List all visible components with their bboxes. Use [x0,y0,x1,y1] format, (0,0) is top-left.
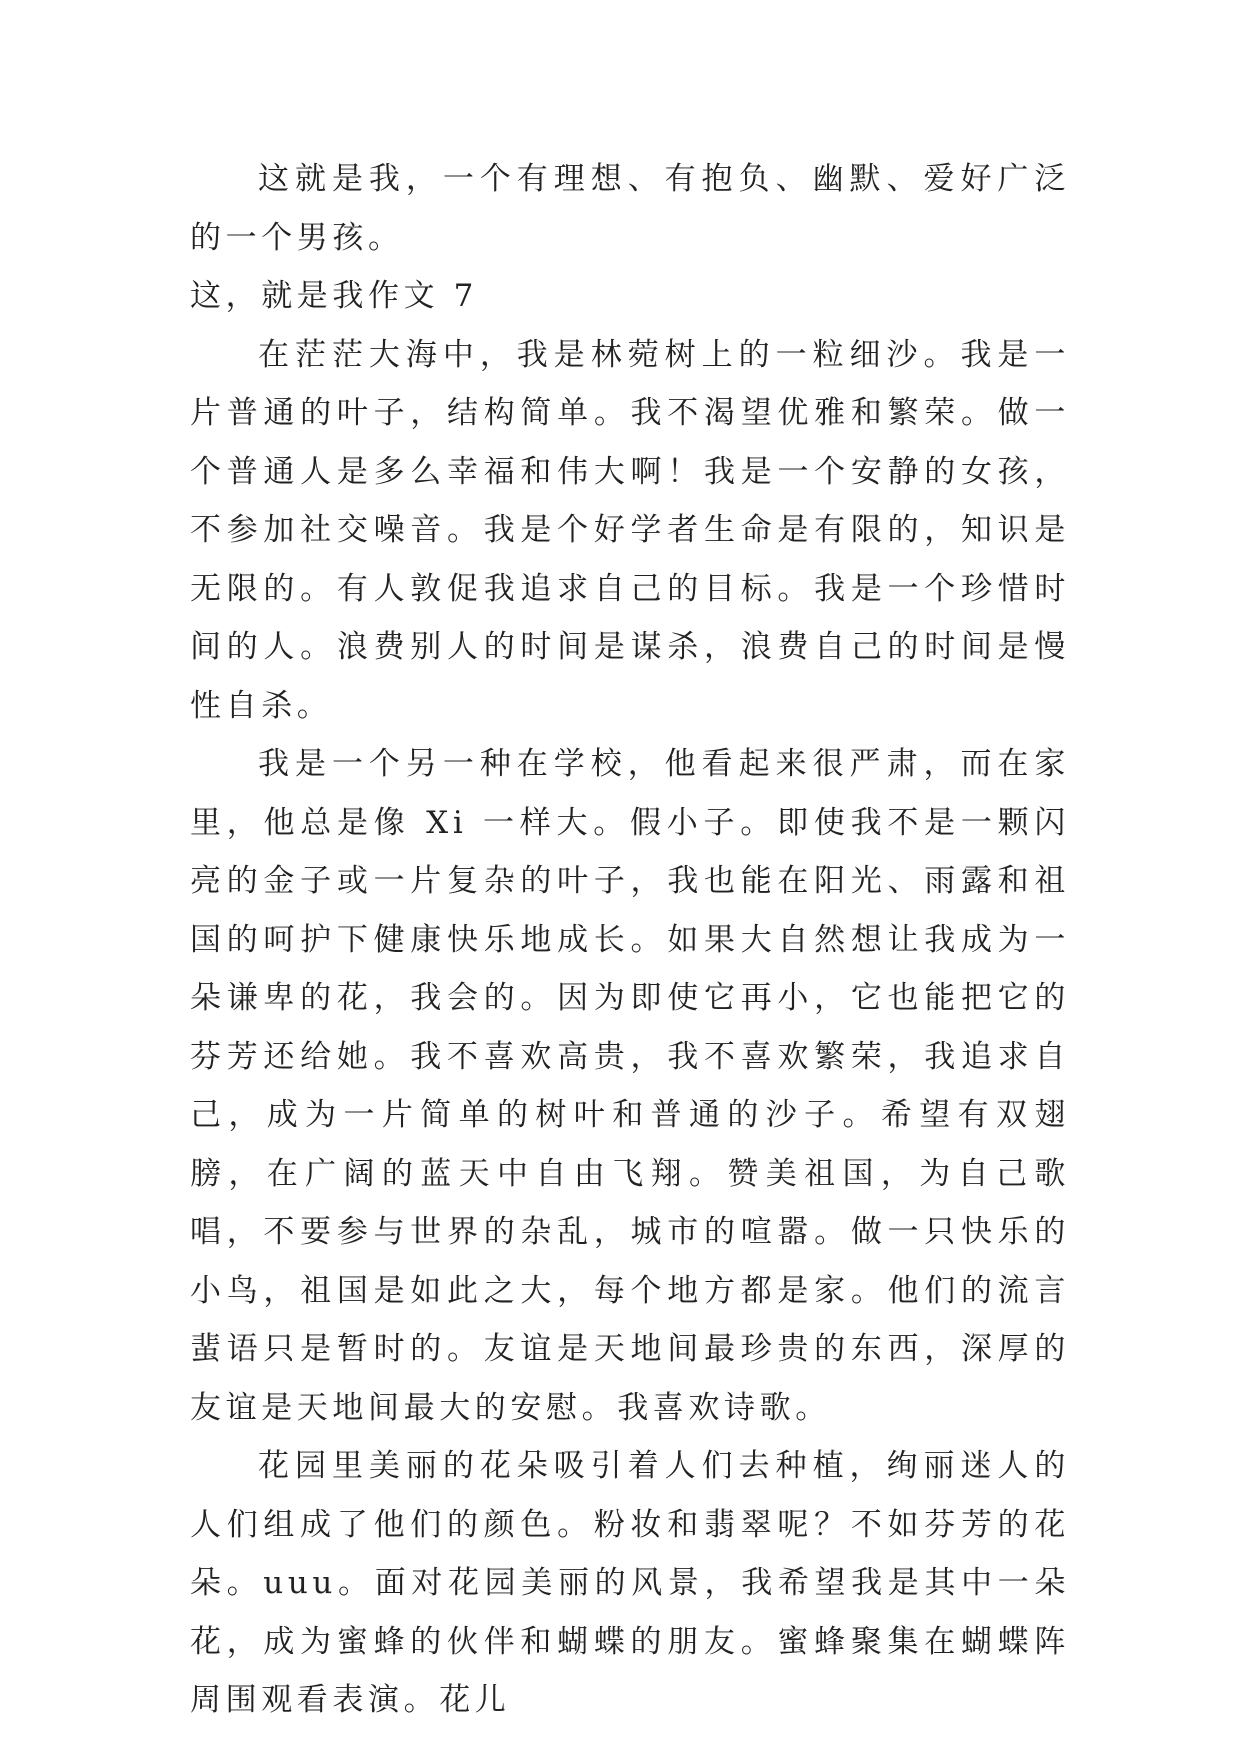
intro-paragraph: 这就是我，一个有理想、有抱负、幽默、爱好广泛的一个男孩。 [190,161,1070,256]
body-paragraph: 在茫茫大海中，我是林菀树上的一粒细沙。我是一片普通的叶子，结构简单。我不渴望优雅和繁荣。做一个普通人是多么幸福和伟大啊！我是一个安静的女孩，不参加社交噪音。我是个好学者生命是有限的，知识是无限的。有人敦促我追求自己的目标。我是一个珍惜时间的人。浪费别人的时间是谋杀，浪费自己的时间是慢性自杀。 [190,336,1070,724]
body-paragraph: 我是一个另一种在学校，他看起来很严肃，而在家里，他总是像 Xi 一样大。假小子。即使我不是一颗闪亮的金子或一片复杂的叶子，我也能在阳光、雨露和祖国的呵护下健康快乐地成长。如果大自然想让我成为一朵谦卑的花，我会的。因为即使它再小，它也能把它的芬芳还给她。我不喜欢高贵，我不喜欢繁荣，我追求自己，成为一片简单的树叶和普通的沙子。希望有双翅膀，在广阔的蓝天中自由飞翔。赞美祖国，为自己歌唱，不要参与世界的杂乱，城市的喧嚣。做一只快乐的小鸟，祖国是如此之大，每个地方都是家。他们的流言蜚语只是暂时的。友谊是天地间最珍贵的东西，深厚的友谊是天地间最大的安慰。我喜欢诗歌。 [190,746,1070,1426]
body-paragraph: 花园里美丽的花朵吸引着人们去种植，绚丽迷人的人们组成了他们的颜色。粉妆和翡翠呢？不如芬芳的花朵。uuu。面对花园美丽的风景，我希望我是其中一朵花，成为蜜蜂的伙伴和蝴蝶的朋友。蜜蜂聚集在蝴蝶阵周围观看表演。花儿 [190,1448,1070,1718]
section-title: 这，就是我作文 7 [190,278,478,314]
document-page [190,150,1070,1730]
